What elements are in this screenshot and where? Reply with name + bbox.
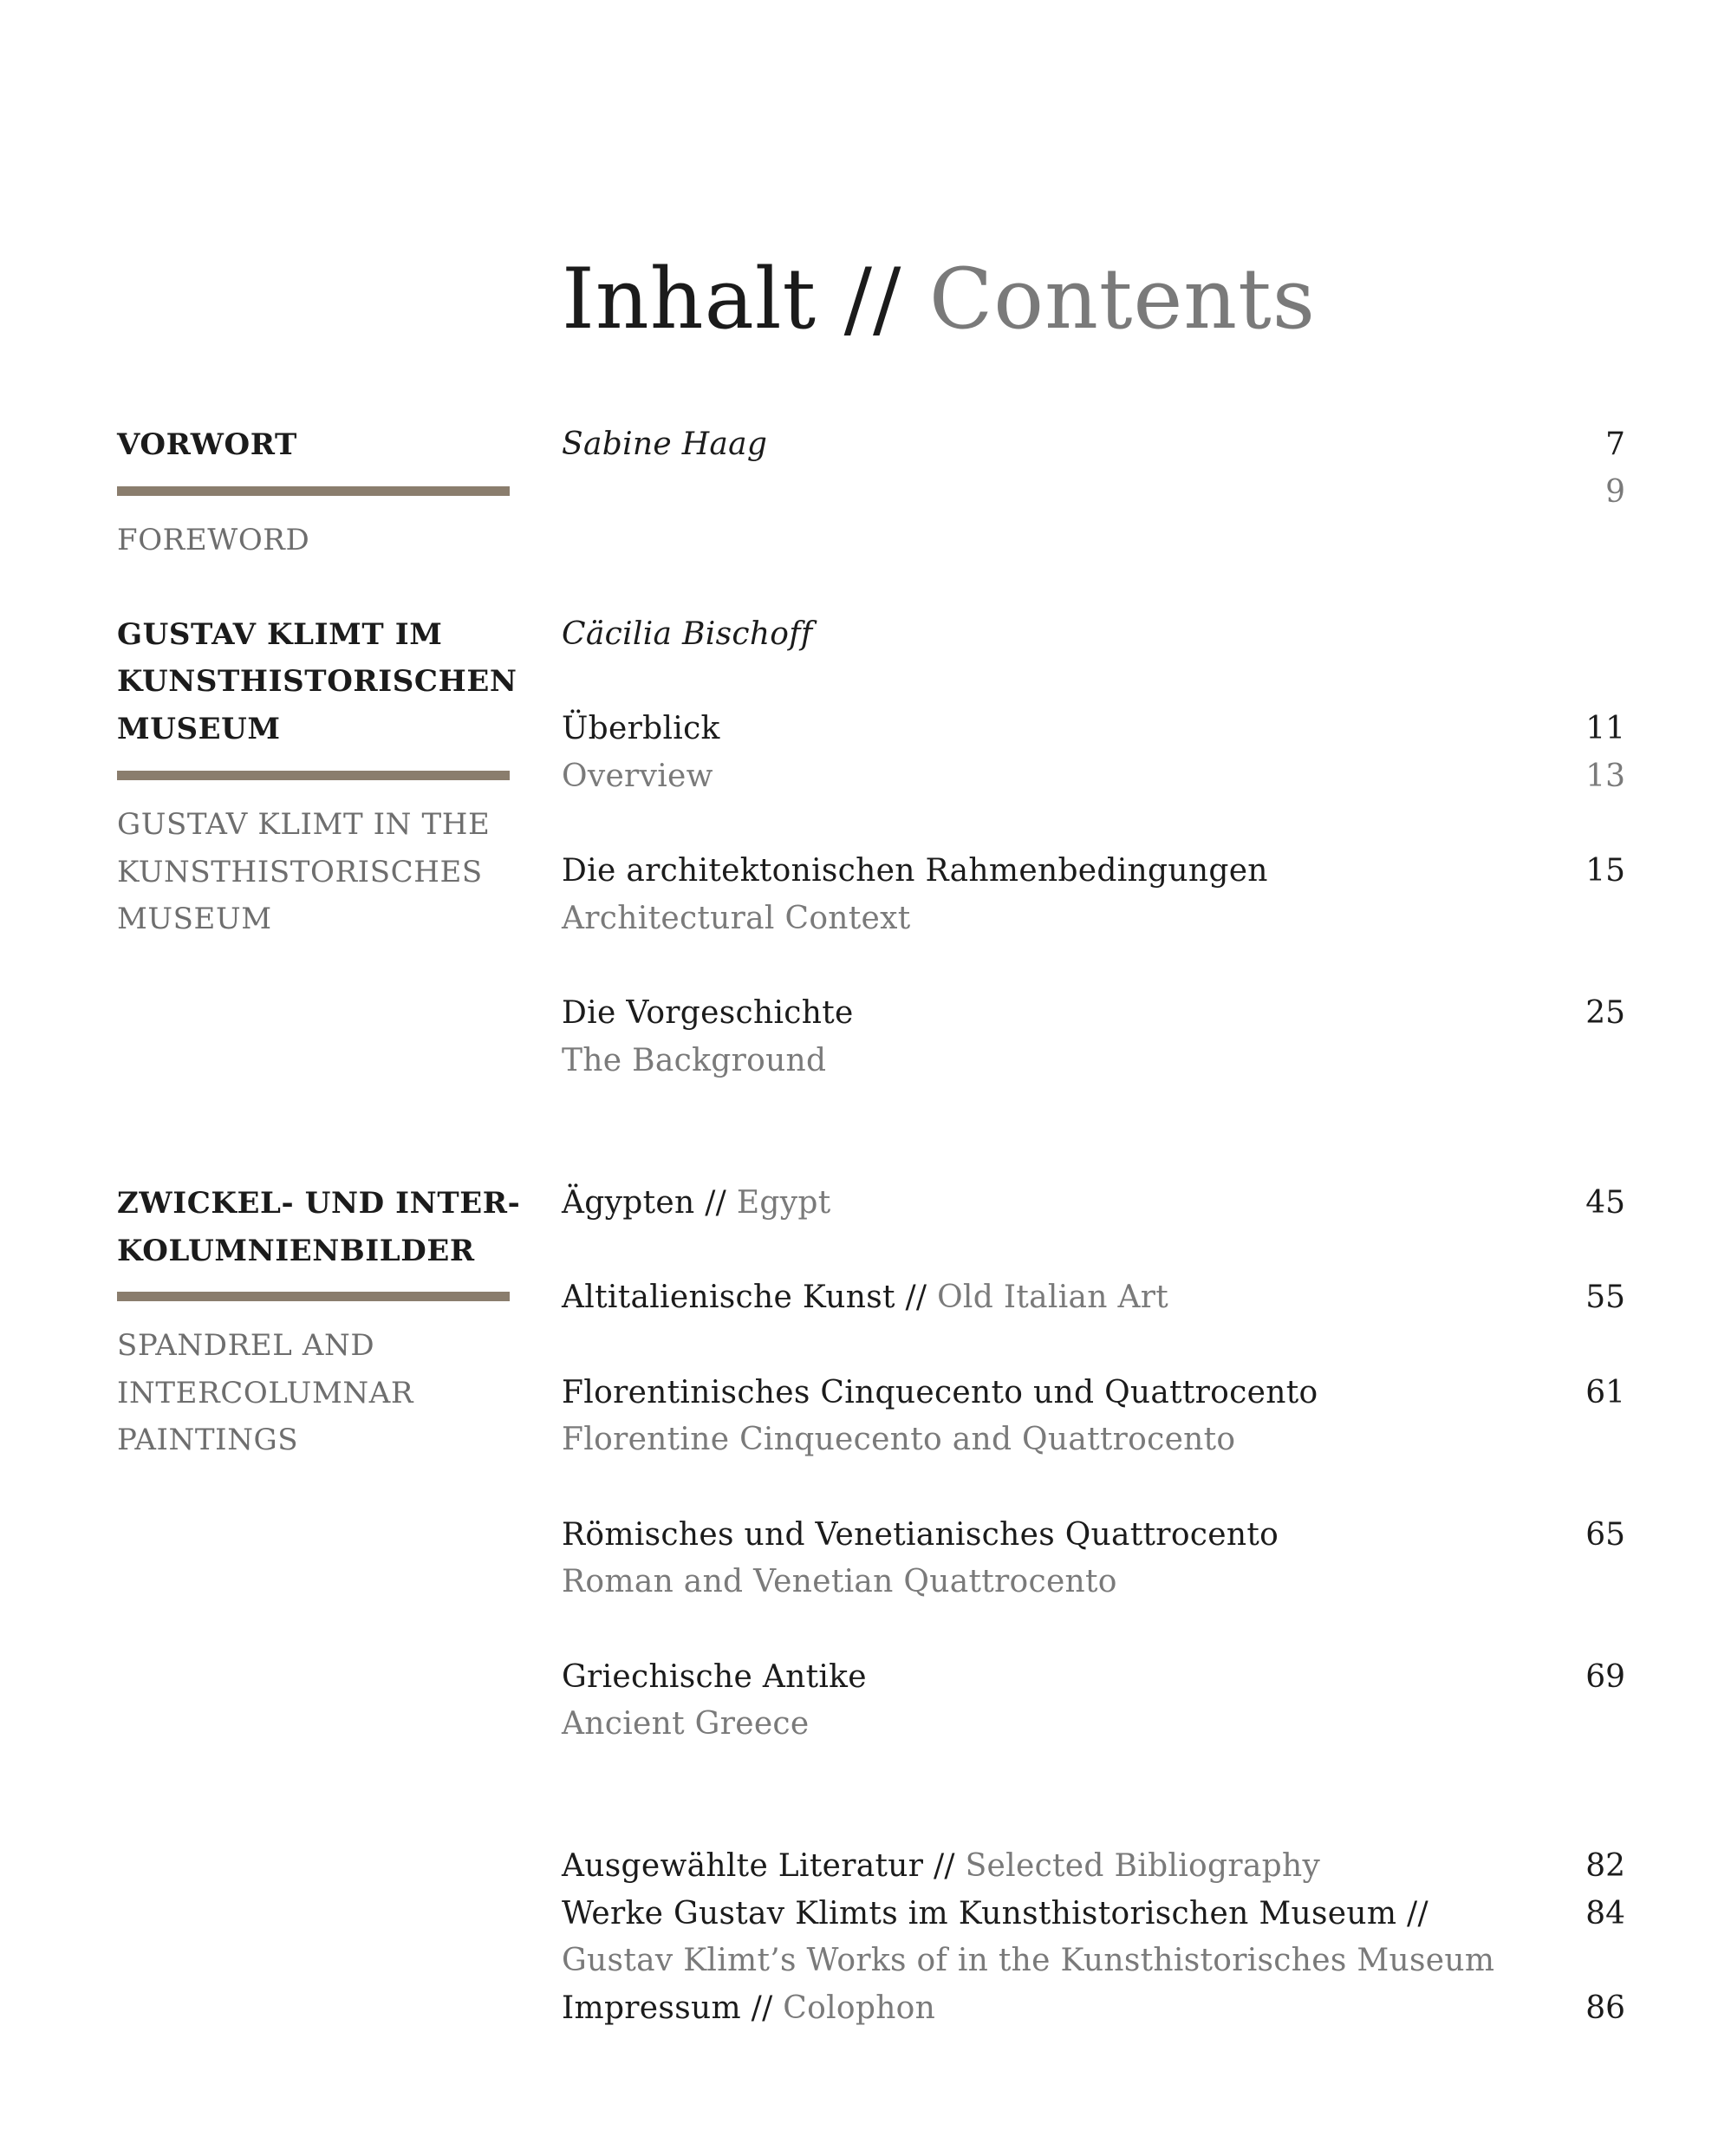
foreword-page-en: 9 — [1605, 474, 1625, 510]
entry-title-en: Old Italian Art — [937, 1280, 1169, 1315]
section-heading-paintings-en-line3: PAINTINGS — [117, 1423, 299, 1457]
entry-title-de: Die Vorgeschichte — [562, 995, 854, 1031]
entry-page: 45 — [1585, 1185, 1625, 1221]
entry-title-en: Roman and Venetian Quattrocento — [562, 1564, 1117, 1599]
section-heading-klimt-de-line3: MUSEUM — [117, 712, 281, 746]
entry-title — [562, 1180, 831, 1227]
title-separator: // — [817, 251, 929, 348]
title-german: Inhalt — [562, 251, 817, 348]
entry-title-de: Römisches und Venetianisches Quattrocento — [562, 1517, 1279, 1553]
entry-page-de: 11 — [1585, 711, 1625, 746]
section-heading-paintings-en-line2: INTERCOLUMNAR — [117, 1376, 414, 1410]
entry-title — [562, 1985, 935, 2032]
entry-title-de: Werke Gustav Klimts im Kunsthistorischen Museum // — [562, 1896, 1428, 1931]
entry-title-de: Griechische Antike — [562, 1659, 867, 1695]
entry-title-de: Die architektonischen Rahmenbedingungen — [562, 853, 1268, 889]
entry-title-en: Overview — [562, 759, 713, 794]
entry-title-de: Florentinisches Cinquecento und Quattrocento — [562, 1375, 1318, 1410]
entry-page: 55 — [1585, 1280, 1625, 1315]
section-rule-foreword — [117, 486, 510, 496]
section-rule-paintings — [117, 1292, 510, 1301]
section-heading-paintings-en-line1: SPANDREL AND — [117, 1328, 375, 1363]
foreword-page-de: 7 — [1605, 427, 1625, 462]
section-heading-klimt-en-line1: GUSTAV KLIMT IN THE — [117, 807, 491, 842]
entry-title-de: Impressum — [562, 1990, 741, 2026]
klimt-author: Cäcilia Bischoff — [562, 616, 813, 652]
entry-title-de: Altitalienische Kunst — [562, 1280, 895, 1315]
section-heading-foreword-en: FOREWORD — [117, 523, 310, 557]
section-heading-klimt-de-line2: KUNSTHISTORISCHEN — [117, 664, 517, 699]
entry-title-de: Ausgewählte Literatur — [562, 1848, 924, 1884]
entry-title-en: Architectural Context — [562, 901, 911, 936]
entry-page: 82 — [1585, 1848, 1625, 1884]
entry-page: 61 — [1585, 1375, 1625, 1410]
section-heading-klimt-en-line2: KUNSTHISTORISCHES — [117, 855, 483, 889]
entry-page: 65 — [1585, 1517, 1625, 1553]
foreword-author: Sabine Haag — [562, 427, 768, 462]
section-heading-klimt-en-line3: MUSEUM — [117, 902, 272, 936]
entry-page: 69 — [1585, 1659, 1625, 1695]
entry-page-en: 13 — [1585, 759, 1625, 794]
entry-title-en: The Background — [562, 1043, 827, 1078]
entry-title-de: Ägypten — [562, 1185, 695, 1221]
entry-title-en: Florentine Cinquecento and Quattrocento — [562, 1422, 1236, 1457]
entry-title-en: Egypt — [736, 1185, 831, 1221]
entry-separator: // — [895, 1280, 938, 1315]
section-rule-klimt — [117, 771, 510, 780]
section-heading-klimt-de-line1: GUSTAV KLIMT IM — [117, 617, 443, 652]
entry-title-en: Gustav Klimt’s Works of in the Kunsthistorisches Museum — [562, 1943, 1495, 1978]
entry-page: 86 — [1585, 1990, 1625, 2026]
entry-title-en: Selected Bibliography — [965, 1848, 1321, 1884]
entry-title — [562, 1274, 1168, 1321]
entry-separator: // — [694, 1185, 737, 1221]
entry-separator: // — [923, 1848, 966, 1884]
entry-separator: // — [740, 1990, 784, 2026]
section-heading-foreword-de: VORWORT — [117, 427, 297, 462]
entry-title — [562, 1843, 1320, 1890]
entry-page: 25 — [1585, 995, 1625, 1031]
entry-page: 84 — [1585, 1896, 1625, 1931]
entry-title-en: Colophon — [783, 1990, 936, 2026]
title-english: Contents — [928, 251, 1316, 348]
section-heading-paintings-de-line2: KOLUMNIENBILDER — [117, 1234, 475, 1268]
entry-title-en: Ancient Greece — [562, 1706, 810, 1742]
entry-page: 15 — [1585, 853, 1625, 889]
entry-title-de: Überblick — [562, 711, 720, 746]
page-title — [562, 247, 1316, 351]
section-heading-paintings-de-line1: ZWICKEL- UND INTER- — [117, 1186, 521, 1221]
